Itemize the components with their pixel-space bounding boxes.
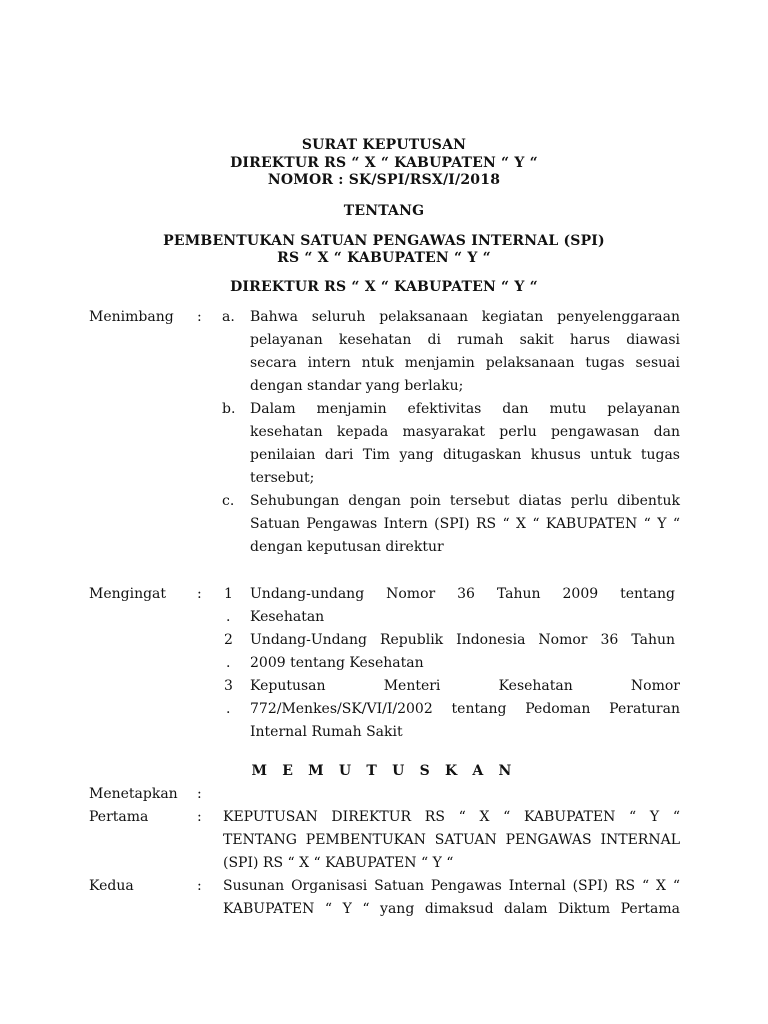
kedua-colon: : bbox=[197, 878, 202, 894]
menimbang-colon: : bbox=[197, 309, 202, 325]
mengingat-item-2-marker: 2 bbox=[224, 632, 233, 648]
subject-line-2: RS “ X “ KABUPATEN “ Y “ bbox=[277, 250, 491, 266]
mengingat-item-1-marker: 1 bbox=[224, 586, 233, 602]
kedua-line-1: Susunan Organisasi Satuan Pengawas Internal (SPI) RS “ X “ bbox=[223, 878, 680, 894]
pertama-label: Pertama bbox=[89, 809, 149, 825]
pertama-line-2: TENTANG PEMBENTUKAN SATUAN PENGAWAS INTERNAL bbox=[223, 832, 680, 848]
mengingat-item-3-line-3: Internal Rumah Sakit bbox=[250, 724, 403, 740]
menimbang-item-b-line-4: tersebut; bbox=[250, 470, 315, 486]
menimbang-item-b-line-2: kesehatan kepada masyarakat perlu pengawasan dan bbox=[250, 424, 680, 440]
mengingat-item-1-dot: . bbox=[226, 609, 231, 625]
mengingat-label: Mengingat bbox=[89, 586, 167, 602]
menimbang-item-a-line-4: dengan standar yang berlaku; bbox=[250, 378, 464, 394]
menimbang-item-a-line-2: pelayanan kesehatan di rumah sakit harus diawasi bbox=[250, 332, 680, 348]
doc-number: NOMOR : SK/SPI/RSX/I/2018 bbox=[267, 172, 501, 188]
kedua-label: Kedua bbox=[89, 878, 134, 894]
menimbang-item-b-marker: b. bbox=[222, 401, 236, 417]
kedua-line-2: KABUPATEN “ Y “ yang dimaksud dalam Diktum Pertama bbox=[223, 901, 680, 917]
menimbang-item-a-marker: a. bbox=[222, 309, 235, 325]
menimbang-label: Menimbang bbox=[89, 309, 174, 325]
mengingat-item-1-line-2: Kesehatan bbox=[250, 609, 325, 625]
menimbang-item-a-line-1: Bahwa seluruh pelaksanaan kegiatan penyelenggaraan bbox=[250, 309, 680, 325]
menimbang-item-b-line-3: penilaian dari Tim yang ditugaskan khusus untuk tugas bbox=[250, 447, 680, 463]
doc-title: SURAT KEPUTUSAN bbox=[301, 137, 467, 153]
menimbang-item-c-line-1: Sehubungan dengan poin tersebut diatas perlu dibentuk bbox=[250, 493, 680, 509]
menimbang-item-c-marker: c. bbox=[222, 493, 235, 509]
mengingat-item-2-dot: . bbox=[226, 655, 231, 671]
mengingat-item-3-marker: 3 bbox=[224, 678, 233, 694]
menimbang-item-b-line-1: Dalam menjamin efektivitas dan mutu pelayanan bbox=[250, 401, 680, 417]
pertama-colon: : bbox=[197, 809, 202, 825]
memutuskan-heading: M E M U T U S K A N bbox=[251, 763, 517, 779]
mengingat-colon: : bbox=[197, 586, 202, 602]
menimbang-item-c-line-2: Satuan Pengawas Intern (SPI) RS “ X “ KABUPATEN “ Y “ bbox=[250, 516, 680, 532]
menimbang-item-c-line-3: dengan keputusan direktur bbox=[250, 539, 444, 555]
mengingat-item-1-line-1: Undang-undang Nomor 36 Tahun 2009 tentang bbox=[250, 586, 675, 602]
mengingat-item-3-line-1: Keputusan Menteri Kesehatan Nomor bbox=[250, 678, 680, 694]
tentang-heading: TENTANG bbox=[343, 203, 425, 219]
doc-issuer: DIREKTUR RS “ X “ KABUPATEN “ Y “ bbox=[230, 155, 538, 171]
director-heading: DIREKTUR RS “ X “ KABUPATEN “ Y “ bbox=[230, 279, 538, 295]
menimbang-item-a-line-3: secara intern ntuk menjamin pelaksanaan tugas sesuai bbox=[250, 355, 680, 371]
mengingat-item-3-dot: . bbox=[226, 701, 231, 717]
mengingat-item-2-line-1: Undang-Undang Republik Indonesia Nomor 36 Tahun bbox=[250, 632, 675, 648]
pertama-line-1: KEPUTUSAN DIREKTUR RS “ X “ KABUPATEN “ Y “ bbox=[223, 809, 680, 825]
menetapkan-label: Menetapkan bbox=[89, 786, 178, 802]
pertama-line-3: (SPI) RS “ X “ KABUPATEN “ Y “ bbox=[223, 855, 454, 871]
mengingat-item-3-line-2: 772/Menkes/SK/VI/I/2002 tentang Pedoman Peraturan bbox=[250, 701, 680, 717]
subject-line-1: PEMBENTUKAN SATUAN PENGAWAS INTERNAL (SPI) bbox=[163, 233, 605, 249]
menetapkan-colon: : bbox=[197, 786, 202, 802]
mengingat-item-2-line-2: 2009 tentang Kesehatan bbox=[250, 655, 424, 671]
